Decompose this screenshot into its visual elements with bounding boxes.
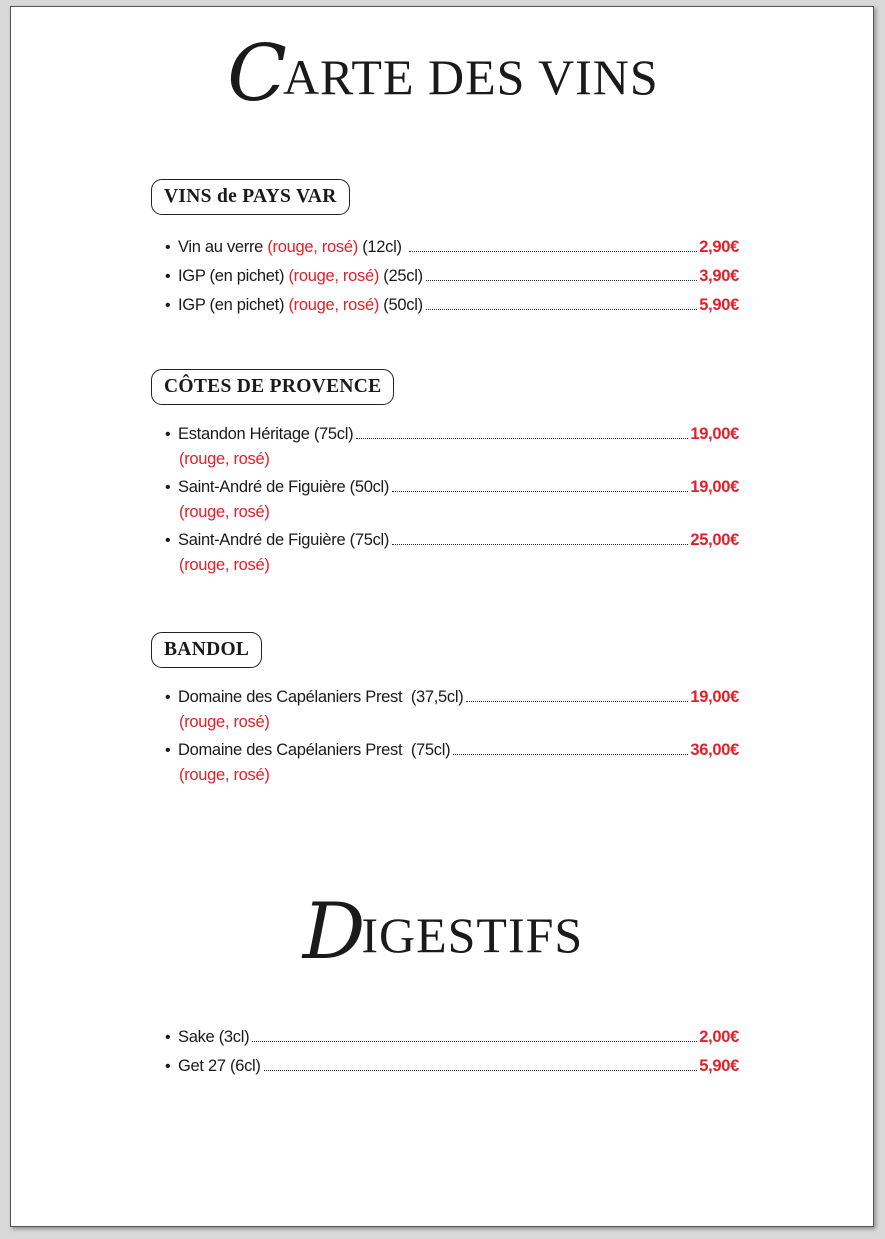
item-detail: (rouge, rosé) <box>179 503 270 521</box>
menu-item: • Domaine des Capélaniers Prest (37,5cl) 19,00€ <box>165 688 739 706</box>
dot-leader <box>466 701 688 702</box>
dot-leader <box>409 251 697 252</box>
dot-leader <box>356 438 688 439</box>
item-price: 19,00€ <box>690 688 739 706</box>
item-name: Saint-André de Figuière (75cl) <box>178 531 390 549</box>
item-detail: (rouge, rosé) <box>179 713 270 731</box>
item-price: 2,90€ <box>699 238 739 256</box>
item-price: 25,00€ <box>690 531 739 549</box>
dot-leader <box>392 544 688 545</box>
item-volume: (50cl) <box>379 296 423 314</box>
digestifs-title: DIGESTIFS <box>302 887 584 977</box>
item-detail: (rouge, rosé) <box>288 296 380 314</box>
dot-leader <box>252 1041 697 1042</box>
menu-page <box>10 6 874 1227</box>
item-price: 19,00€ <box>690 478 739 496</box>
menu-item: • IGP (en pichet) (rouge, rosé) (25cl) 3,90€ <box>165 267 739 285</box>
item-name: Get 27 (6cl) <box>178 1057 261 1075</box>
menu-item: • Estandon Héritage (75cl) 19,00€ <box>165 425 739 443</box>
item-name: IGP (en pichet) <box>178 296 289 314</box>
item-price: 5,90€ <box>699 1057 739 1075</box>
item-detail: (rouge, rosé) <box>179 450 270 468</box>
item-name: IGP (en pichet) <box>178 267 289 285</box>
menu-item: • Saint-André de Figuière (50cl) 19,00€ <box>165 478 739 496</box>
section-label-vins-de-pays-var: VINS de PAYS VAR <box>151 179 350 215</box>
item-price: 19,00€ <box>690 425 739 443</box>
menu-item: • IGP (en pichet) (rouge, rosé) (50cl) 5,90€ <box>165 296 739 314</box>
section-label-cotes-de-provence: CÔTES DE PROVENCE <box>151 369 394 405</box>
item-detail: (rouge, rosé) <box>267 238 358 256</box>
menu-item: • Domaine des Capélaniers Prest (75cl) 36,00€ <box>165 741 739 759</box>
item-name: Saint-André de Figuière (50cl) <box>178 478 390 496</box>
dot-leader <box>426 280 697 281</box>
item-name: Vin au verre <box>178 238 268 256</box>
item-price: 36,00€ <box>690 741 739 759</box>
item-name: Estandon Héritage (75cl) <box>178 425 354 443</box>
dot-leader <box>392 491 688 492</box>
wine-list-title: CARTE DES VINS <box>227 29 659 119</box>
section-label-bandol: BANDOL <box>151 632 262 668</box>
menu-item: • Sake (3cl) 2,00€ <box>165 1028 739 1046</box>
menu-item: • Get 27 (6cl) 5,90€ <box>165 1057 739 1075</box>
item-detail: (rouge, rosé) <box>179 556 270 574</box>
item-volume: (12cl) <box>357 238 406 256</box>
item-volume: (25cl) <box>379 267 423 285</box>
item-name: Sake (3cl) <box>178 1028 250 1046</box>
dot-leader <box>453 754 688 755</box>
menu-item: • Vin au verre (rouge, rosé) (12cl) 2,90€ <box>165 238 739 256</box>
dot-leader <box>426 309 697 310</box>
menu-item: • Saint-André de Figuière (75cl) 25,00€ <box>165 531 739 549</box>
item-price: 5,90€ <box>699 296 739 314</box>
item-name: Domaine des Capélaniers Prest (75cl) <box>178 741 451 759</box>
dot-leader <box>264 1070 698 1071</box>
item-name: Domaine des Capélaniers Prest (37,5cl) <box>178 688 464 706</box>
item-price: 2,00€ <box>699 1028 739 1046</box>
item-detail: (rouge, rosé) <box>179 766 270 784</box>
item-price: 3,90€ <box>699 267 739 285</box>
item-detail: (rouge, rosé) <box>288 267 380 285</box>
